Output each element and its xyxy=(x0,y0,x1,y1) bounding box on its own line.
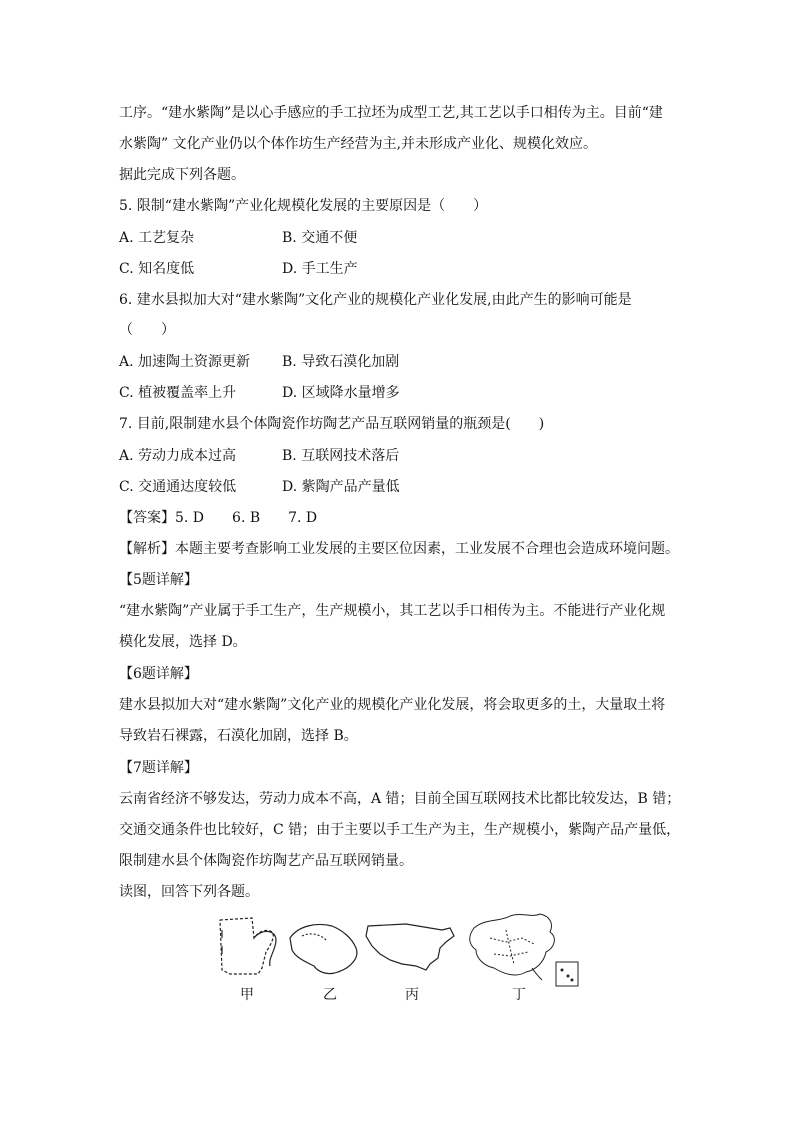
read-map-prompt: 读图，回答下列各题。 xyxy=(119,884,259,900)
q5-option-b: B. 交通不便 xyxy=(282,230,358,246)
figure-label-ding: 丁 xyxy=(512,987,526,1003)
detail-7-line-3: 限制建水县个体陶瓷作坊陶艺产品互联网销量。 xyxy=(119,853,413,869)
question-6-stem: 6. 建水县拟加大对“建水紫陶”文化产业的规模化产业化发展,由此产生的影响可能是 xyxy=(119,292,632,308)
map-yi-outline xyxy=(290,925,357,974)
detail-5-line-2: 模化发展，选择 D。 xyxy=(119,634,247,650)
detail-6-line-2: 导致岩石裸露，石漠化加剧，选择 B。 xyxy=(119,728,358,744)
detail-5-line-1: “建水紫陶”产业属于手工生产，生产规模小，其工艺以手口相传为主。不能进行产业化规 xyxy=(119,603,666,619)
q6-option-b: B. 导致石漠化加剧 xyxy=(282,354,400,370)
detail-7-line-2: 交通交通条件也比较好，C 错；由于主要以手工生产为主，生产规模小，紫陶产品产量低， xyxy=(119,822,681,838)
detail-7-title: 【7题详解】 xyxy=(119,760,198,776)
q7-option-a: A. 劳动力成本过高 xyxy=(119,448,237,464)
q5-option-c: C. 知名度低 xyxy=(119,261,195,277)
q7-option-b: B. 互联网技术落后 xyxy=(282,448,400,464)
question-7-stem: 7. 目前,限制建水县个体陶瓷作坊陶艺产品互联网销量的瓶颈是( ) xyxy=(119,416,545,432)
answer-line: 【答案】5. D 6. B 7. D xyxy=(119,510,318,526)
q5-option-d: D. 手工生产 xyxy=(282,261,358,277)
q6-option-a: A. 加速陶土资源更新 xyxy=(119,354,251,370)
map-bing-outline xyxy=(366,924,454,970)
detail-7-line-1: 云南省经济不够发达，劳动力成本不高，A 错；目前全国互联网技术比都比较发达，B 错； xyxy=(119,791,681,807)
q6-option-d: D. 区域降水量增多 xyxy=(282,385,400,401)
detail-6-title: 【6题详解】 xyxy=(119,666,198,682)
intro-line-1: 工序。“建水紫陶”是以心手感应的手工拉坯为成型工艺,其工艺以手口相传为主。目前“建 xyxy=(119,105,663,121)
question-6-stem-cont: （ ） xyxy=(119,322,175,338)
q5-option-a: A. 工艺复杂 xyxy=(119,230,195,246)
detail-5-title: 【5题详解】 xyxy=(119,572,198,588)
analysis-line: 【解析】本题主要考查影响工业发展的主要区位因素，工业发展不合理也会造成环境问题。 xyxy=(119,541,679,557)
intro-line-2: 水紫陶” 文化产业仍以个体作坊生产经营为主,并未形成产业化、规模化效应。 xyxy=(119,136,598,152)
outline-maps-figure xyxy=(210,908,590,998)
map-jia-outline xyxy=(220,918,276,974)
figure-label-jia: 甲 xyxy=(240,987,254,1003)
q6-option-c: C. 植被覆盖率上升 xyxy=(119,385,237,401)
figure-label-yi: 乙 xyxy=(323,987,337,1003)
question-5-stem: 5. 限制“建水紫陶”产业化规模化发展的主要原因是（ ） xyxy=(119,198,488,214)
detail-6-line-1: 建水县拟加大对“建水紫陶”文化产业的规模化产业化发展，将会取更多的土，大量取土将 xyxy=(119,697,666,713)
intro-line-3: 据此完成下列各题。 xyxy=(119,167,245,183)
figure-label-bing: 丙 xyxy=(405,987,419,1003)
map-ding-outline xyxy=(470,914,578,986)
q7-option-c: C. 交通通达度较低 xyxy=(119,479,237,495)
q7-option-d: D. 紫陶产品产量低 xyxy=(282,479,400,495)
